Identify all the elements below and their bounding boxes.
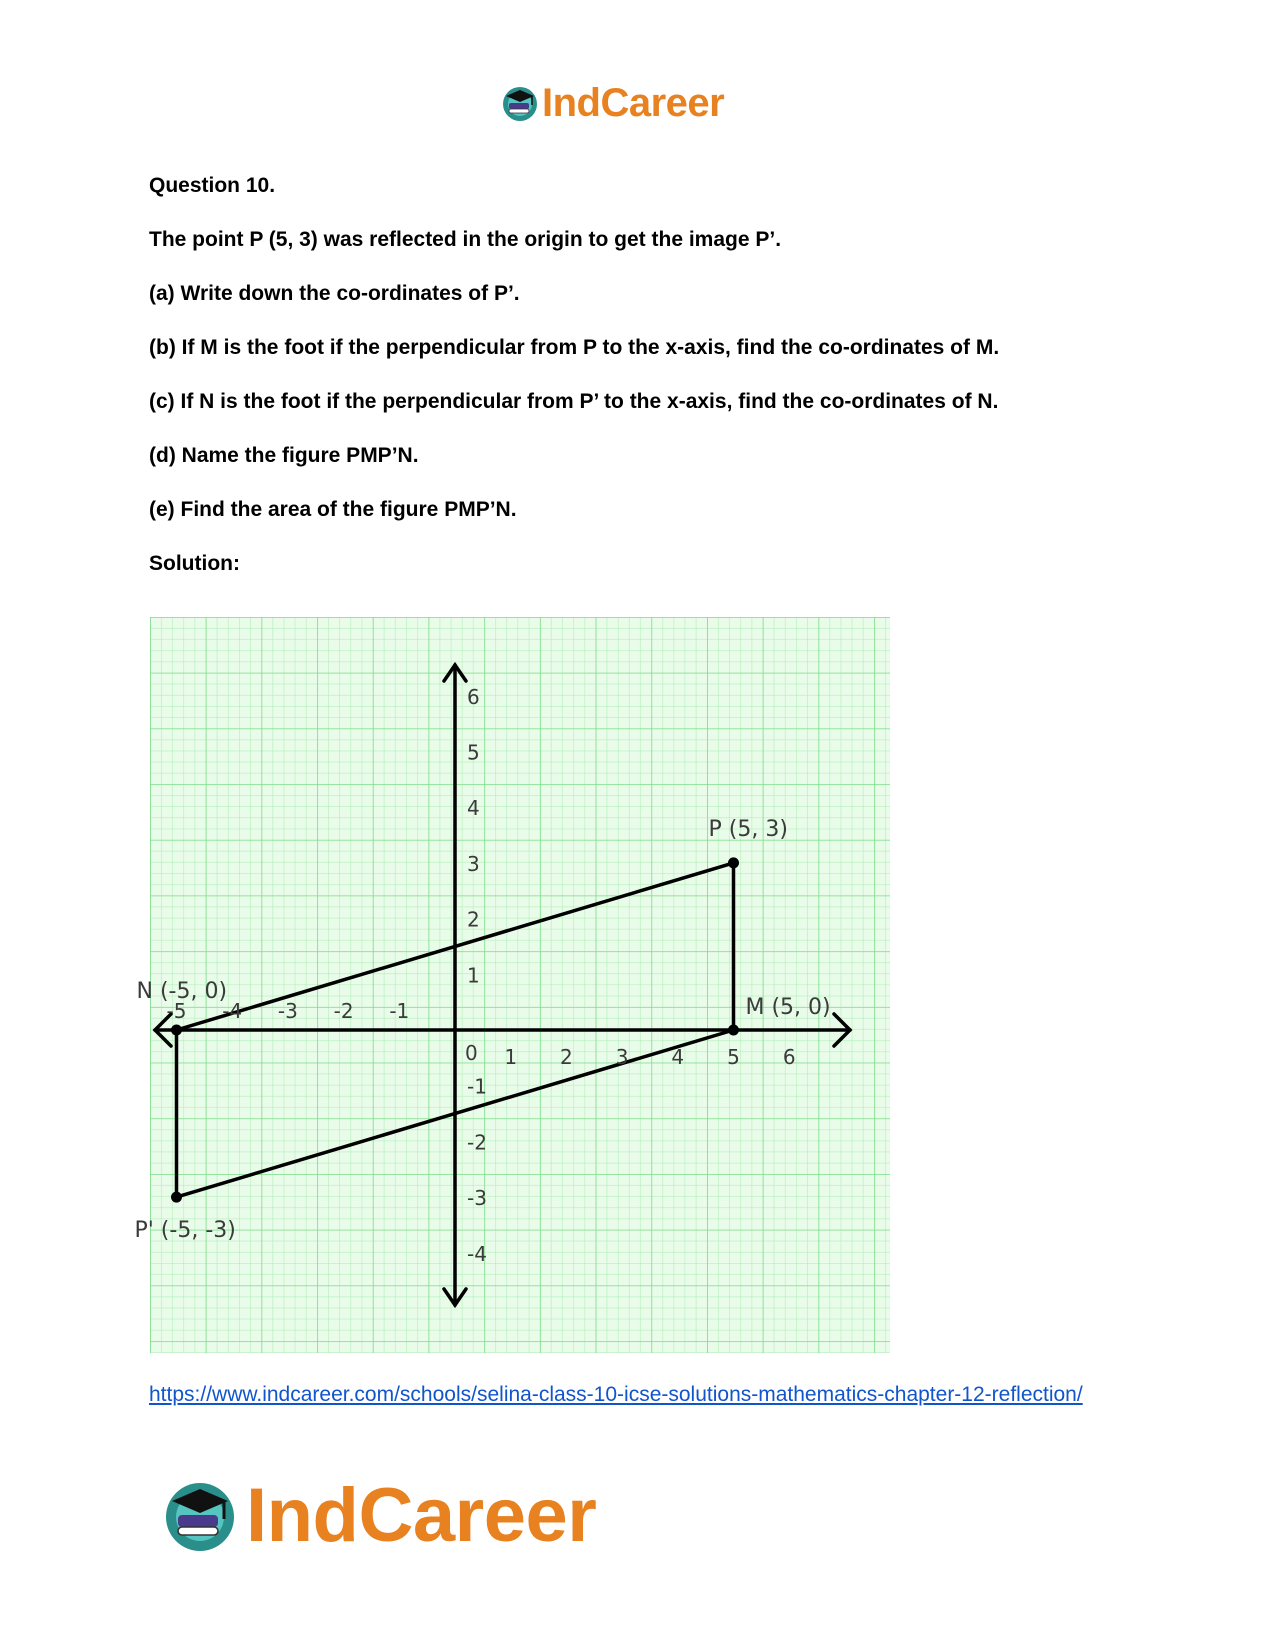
- brand-name: IndCareer: [246, 1472, 597, 1558]
- question-part-b: (b) If M is the foot if the perpendicular from P to the x-axis, find the co-ordinates of M.: [149, 336, 1000, 359]
- indcareer-logo-top: [500, 78, 724, 128]
- graduation-cap-icon: [160, 1475, 240, 1555]
- question-heading: Question 10.: [149, 174, 276, 197]
- point-marker: [728, 857, 739, 868]
- y-tick-label: 4: [467, 796, 480, 821]
- point-label: P' (-5, -3): [134, 1218, 236, 1244]
- source-link[interactable]: https://www.indcareer.com/schools/selina-class-10-icse-solutions-mathematics-chapter-12-reflection/: [149, 1383, 1083, 1406]
- x-tick-label: -2: [333, 999, 354, 1023]
- reflection-graph: [134, 617, 890, 1353]
- graduation-cap-icon: [500, 83, 540, 123]
- x-tick-label: 6: [782, 1045, 796, 1069]
- solution-label: Solution:: [149, 552, 240, 575]
- question-part-e: (e) Find the area of the figure PMP’N.: [149, 498, 517, 521]
- x-tick-label: 5: [727, 1045, 740, 1069]
- point-label: P (5, 3): [708, 816, 788, 842]
- point-marker: [171, 1025, 182, 1036]
- x-tick-label: -1: [389, 999, 410, 1023]
- y-tick-label: -3: [467, 1186, 487, 1211]
- x-tick-label: 3: [615, 1045, 629, 1069]
- y-tick-label: 6: [467, 684, 480, 709]
- x-tick-label: 2: [560, 1045, 573, 1069]
- y-tick-label: 2: [467, 907, 480, 932]
- y-tick-label: -2: [467, 1130, 487, 1155]
- x-tick-label: 4: [671, 1045, 685, 1069]
- x-tick-label: -3: [277, 999, 298, 1023]
- question-part-a: (a) Write down the co-ordinates of P’.: [149, 282, 520, 305]
- y-tick-label: -4: [467, 1241, 487, 1266]
- question-statement: The point P (5, 3) was reflected in the origin to get the image P’.: [149, 228, 782, 251]
- y-tick-label: 1: [467, 963, 480, 988]
- y-tick-label: -1: [467, 1074, 487, 1099]
- x-tick-label: -5: [166, 999, 187, 1023]
- brand-name: IndCareer: [542, 80, 725, 125]
- point-marker: [728, 1025, 739, 1036]
- point-label: M (5, 0): [745, 995, 831, 1020]
- origin-label: 0: [465, 1041, 478, 1065]
- point-marker: [171, 1192, 182, 1203]
- grid-lines: [150, 617, 890, 1353]
- x-tick-label: -4: [222, 999, 243, 1023]
- y-tick-label: 5: [467, 740, 480, 765]
- question-part-d: (d) Name the figure PMP’N.: [149, 444, 419, 467]
- question-part-c: (c) If N is the foot if the perpendicular from P’ to the x-axis, find the co-ordinates of N.: [149, 390, 999, 413]
- point-label: N (-5, 0): [136, 979, 228, 1004]
- indcareer-logo-bottom: [160, 1470, 596, 1560]
- x-tick-label: 1: [504, 1045, 518, 1069]
- y-tick-label: 3: [467, 851, 480, 876]
